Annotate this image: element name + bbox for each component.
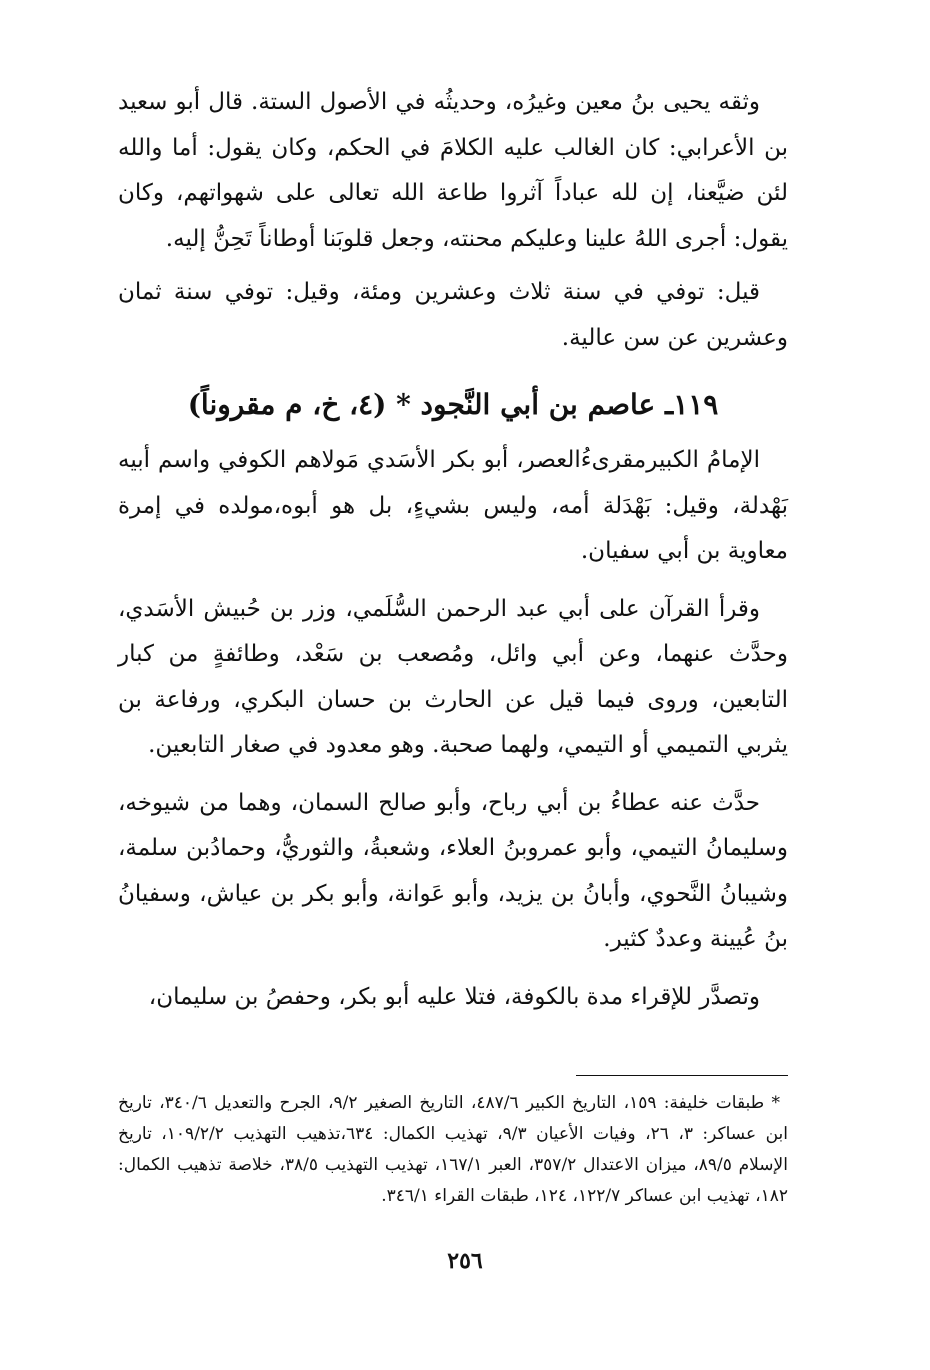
paragraph: وثقه يحيى بنُ معين وغيرُه، وحديثُه في الأصول الستة. قال أبو سعيد بن الأعرابي: كان الغالب عليه الكلامَ في الحكم، وكان يقول: أما والله لئن ضيَّعنا، إن لله عباداً آثروا طاعة الله تعالى على شهواتهم، وكان يقول: أجرى اللهُ علينا وعليكم محنته، وجعل قلوبَنا أوطاناً تَحِنُّ إليه.	[118, 89, 788, 252]
footnote-block	[118, 1088, 788, 1212]
paragraph: وقرأ القرآن على أبي عبد الرحمن السُّلَمي، وزر بن حُبيش الأسَدي، وحدَّث عنهما، وعن أبي وائل، ومُصعب بن سَعْد، وطائفةٍ من كبار التابعين، وروى فيما قيل عن الحارث بن حسان البكري، ورفاعة بن يثربي التميمي أو التيمي، ولهما صحبة. وهو معدود في صغار التابعين.	[118, 595, 788, 758]
paragraph: وتصدَّر للإقراء مدة بالكوفة، فتلا عليه أبو بكر، وحفصُ بن سليمان،	[148, 983, 760, 1010]
footnote-text: * طبقات خليفة: ١٥٩، التاريخ الكبير ٤٨٧/٦، التاريخ الصغير ٩/٢، الجرح والتعديل ٣٤٠/٦، تاريخ ابن عساكر: ٣، ٢٦، وفيات الأعيان ٩/٣، تهذيب الكمال: ٦٣٤،تذهيب التهذيب ١٠٩/٢/٢، تاريخ الإسلام ٨٩/٥، ميزان الاعتدال ٣٥٧/٢، العبر ١٦٧/١، تهذيب التهذيب ٣٨/٥، خلاصة تذهيب الكمال: ١٨٢، تهذيب ابن عساكر ١٢٢/٧، ١٢٤، طبقات القراء ٣٤٦/١.	[118, 1093, 788, 1206]
page-number: ٢٥٦	[447, 1248, 483, 1274]
footnote-divider	[576, 1075, 788, 1076]
entry-heading: ١١٩ـ عاصم بن أبي النَّجود * (٤، خ، م مقروناً)	[187, 388, 719, 421]
paragraph: قيل: توفي في سنة ثلاث وعشرين ومئة، وقيل: توفي سنة ثمان وعشرين عن سن عالية.	[118, 279, 788, 351]
entry-body	[118, 438, 788, 1020]
previous-entry-continuation	[118, 80, 788, 361]
paragraph: حدَّث عنه عطاءُ بن أبي رباح، وأبو صالح السمان، وهما من شيوخه، وسليمانُ التيمي، وأبو عمروبنُ العلاء، وشعبةُ، والثوريُّ، وحمادُبن سلمة، وشيبانُ النَّحوي، وأبانُ بن يزيد، وأبو عَوانة، وأبو بكر بن عياش، وسفيانُ بنُ عُيينة وعددٌ كثير.	[118, 789, 788, 952]
paragraph: الإمامُ الكبيرمقرىءُالعصر، أبو بكر الأسَدي مَولاهم الكوفي واسم أبيه بَهْدلة، وقيل: بَهْدَلة أمه، وليس بشيءٍ، بل هو أبوه،مولده في إمرة معاوية بن أبي سفيان.	[118, 447, 788, 564]
